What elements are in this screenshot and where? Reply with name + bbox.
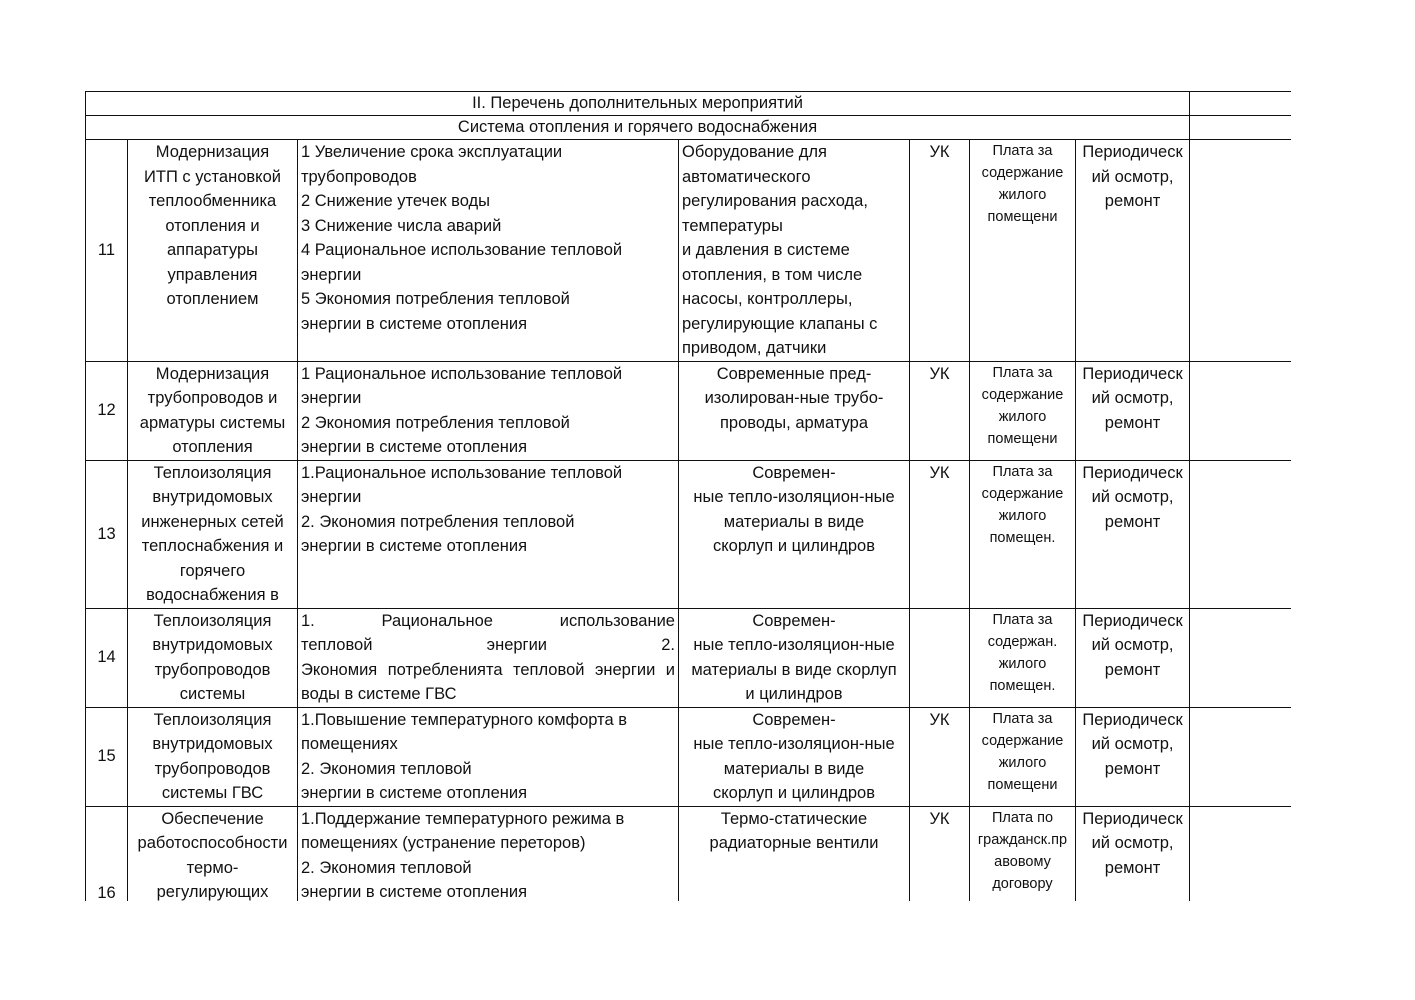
- cell-line: ремонт: [1104, 858, 1161, 877]
- cell-line: помещени: [987, 430, 1058, 447]
- cell-line: водоснабжения в: [146, 586, 279, 604]
- cell-line: авовому: [994, 853, 1051, 870]
- row-number: 12: [86, 361, 128, 460]
- expected-results: [298, 140, 679, 362]
- cell-line: договору: [992, 875, 1053, 892]
- cell-line: управления: [167, 265, 258, 284]
- funding-source: [970, 608, 1076, 707]
- cell-line: ремонт: [1104, 660, 1161, 679]
- cell-line: 4 Рациональное использование тепловой: [301, 241, 623, 259]
- cell-line: 1.Рациональное использование тепловой: [301, 463, 623, 482]
- cell-line: тепловой энергии 2.: [301, 636, 675, 654]
- cell-line: Периодическ: [1082, 611, 1183, 630]
- table-row: [86, 361, 1292, 460]
- cell-line: энергии в системе отопления: [301, 784, 528, 802]
- cell-line: помещениях: [301, 735, 398, 753]
- cell-line: регулирования расхода,: [682, 192, 868, 210]
- funding-source: [970, 707, 1076, 806]
- cell-line: регулирующие клапаны с: [682, 314, 878, 333]
- cell-line: содержание: [981, 386, 1064, 403]
- row-number: 16: [86, 806, 128, 901]
- cell-line: ий осмотр,: [1091, 735, 1174, 753]
- expected-results: [298, 608, 679, 707]
- cell-line: 1. Рациональное использование: [301, 611, 675, 630]
- cell-line: изолирован-ные трубо-: [704, 389, 884, 407]
- cell-line: помещениях (устранение переторов): [301, 834, 586, 852]
- table-row: [86, 707, 1292, 806]
- cell-line: горячего: [179, 561, 246, 580]
- funding-source: [970, 460, 1076, 608]
- measure-name: [128, 806, 298, 901]
- cell-line: Современ-: [752, 463, 836, 482]
- cell-line: скорлуп и цилиндров: [712, 784, 875, 802]
- cell-line: жилого: [998, 187, 1047, 203]
- equipment: [679, 707, 910, 806]
- cell-line: насосы, контроллеры,: [682, 290, 853, 308]
- cell-line: трубопроводов: [154, 660, 271, 679]
- cell-line: Плата за: [992, 463, 1053, 480]
- cell-line: Периодическ: [1082, 710, 1183, 729]
- cell-line: теплоснабжения и: [141, 537, 284, 555]
- cell-line: внутридомовых: [152, 488, 273, 506]
- cell-line: Теплоизоляция: [153, 611, 272, 630]
- cell-line: автоматического: [682, 167, 811, 186]
- cell-line: ИТП с установкой: [144, 167, 281, 186]
- cell-line: отопления: [172, 438, 253, 456]
- cell-line: и давления в системе: [682, 241, 850, 259]
- cell-line: работоспособности: [137, 834, 288, 852]
- section-title-row: [86, 92, 1292, 116]
- cell-line: Плата за: [992, 143, 1053, 159]
- measures-table: [85, 91, 1291, 901]
- cell-line: 3 Снижение числа аварий: [301, 216, 502, 235]
- cell-line: ий осмотр,: [1091, 636, 1174, 654]
- table-row: [86, 460, 1292, 608]
- cell-line: отопления и: [165, 216, 260, 235]
- cell-line: трубопроводов: [301, 167, 417, 186]
- cell-line: ий осмотр,: [1091, 389, 1174, 407]
- cell-line: 1 Увеличение срока эксплуатации: [301, 143, 563, 161]
- cell-line: 1 Рациональное использование тепловой: [301, 364, 623, 383]
- cell-line: Периодическ: [1082, 463, 1183, 482]
- responsible: УК: [910, 361, 970, 460]
- cell-line: термо-: [186, 858, 239, 877]
- cell-line: Обеспечение: [161, 809, 264, 828]
- row-number: 15: [86, 707, 128, 806]
- responsible: УК: [910, 707, 970, 806]
- measure-name: [128, 140, 298, 362]
- equipment: [679, 140, 910, 362]
- extra-cell: [1190, 460, 1291, 608]
- row-number: 11: [86, 140, 128, 362]
- expected-results: [298, 361, 679, 460]
- cell-line: ремонт: [1104, 512, 1161, 531]
- cell-line: скорлуп и цилиндров: [712, 537, 875, 555]
- cell-line: системы: [179, 685, 246, 703]
- measure-name: [128, 460, 298, 608]
- section-title-extra-cell: [1190, 92, 1291, 116]
- cell-line: содержание: [981, 165, 1064, 181]
- cell-line: Оборудование для: [682, 143, 827, 161]
- cell-line: Модернизация: [155, 364, 270, 383]
- equipment: [679, 361, 910, 460]
- row-number: 14: [86, 608, 128, 707]
- funding-source: [970, 806, 1076, 901]
- cell-line: энергии в системе отопления: [301, 537, 528, 555]
- work-type: [1076, 140, 1190, 362]
- cell-line: материалы в виде: [723, 759, 865, 778]
- work-type: [1076, 361, 1190, 460]
- cell-line: ремонт: [1104, 759, 1161, 778]
- cell-line: материалы в виде скорлуп: [691, 660, 897, 679]
- cell-line: содержан.: [987, 633, 1058, 650]
- subsection-title: Система отопления и горячего водоснабжения: [86, 116, 1190, 140]
- cell-line: арматуры системы: [139, 413, 286, 432]
- equipment: [679, 806, 910, 901]
- cell-line: приводом, датчики: [682, 339, 827, 357]
- funding-source: [970, 140, 1076, 362]
- cell-line: отопления, в том числе: [682, 265, 863, 284]
- cell-line: Экономия потребленията тепловой энергии и: [301, 660, 675, 679]
- extra-cell: [1190, 140, 1291, 362]
- cell-line: 1.Поддержание температурного режима в: [301, 809, 625, 828]
- cell-line: энергии в системе отопления: [301, 314, 528, 333]
- cell-line: ий осмотр,: [1091, 834, 1174, 852]
- work-type: [1076, 460, 1190, 608]
- work-type: [1076, 806, 1190, 901]
- cell-line: Плата за: [992, 364, 1053, 381]
- cell-line: помещени: [987, 776, 1058, 793]
- cell-line: Современные пред-: [716, 364, 872, 383]
- cell-line: 2. Экономия тепловой: [301, 759, 472, 778]
- cell-line: Плата за: [992, 611, 1053, 628]
- cell-line: энергии: [301, 389, 362, 407]
- cell-line: Термо-статические: [720, 809, 868, 828]
- cell-line: Теплоизоляция: [153, 463, 272, 482]
- cell-line: энергии в системе отопления: [301, 883, 528, 901]
- cell-line: проводы, арматура: [719, 413, 868, 432]
- work-type: [1076, 608, 1190, 707]
- table-row: [86, 608, 1292, 707]
- cell-line: жилого: [998, 408, 1047, 425]
- extra-cell: [1190, 707, 1291, 806]
- cell-line: трубопроводов: [154, 759, 271, 778]
- measure-name: [128, 707, 298, 806]
- equipment: [679, 608, 910, 707]
- cell-line: ий осмотр,: [1091, 488, 1174, 506]
- cell-line: отоплением: [166, 290, 259, 308]
- cell-line: Модернизация: [155, 143, 270, 161]
- cell-line: ремонт: [1104, 192, 1161, 210]
- cell-line: содержание: [981, 485, 1064, 502]
- measure-name: [128, 608, 298, 707]
- extra-cell: [1190, 806, 1291, 901]
- cell-line: ные тепло-изоляцион-ные: [693, 488, 895, 506]
- cell-line: Плата за: [992, 710, 1053, 727]
- cell-line: ные тепло-изоляцион-ные: [693, 735, 895, 753]
- cell-line: помещен.: [989, 677, 1056, 694]
- cell-line: Теплоизоляция: [153, 710, 272, 729]
- responsible: УК: [910, 140, 970, 362]
- cell-line: ремонт: [1104, 413, 1161, 432]
- cell-line: помещени: [987, 209, 1058, 225]
- cell-line: энергии в системе отопления: [301, 438, 528, 456]
- cell-line: 2 Экономия потребления тепловой: [301, 413, 570, 432]
- cell-line: инженерных сетей: [141, 512, 284, 531]
- subsection-title-extra-cell: [1190, 116, 1291, 140]
- cell-line: системы ГВС: [161, 784, 264, 802]
- cell-line: внутридомовых: [152, 735, 273, 753]
- expected-results: [298, 707, 679, 806]
- cell-line: помещен.: [989, 529, 1056, 546]
- cell-line: теплообменника: [148, 192, 277, 210]
- cell-line: содержание: [981, 732, 1064, 749]
- extra-cell: [1190, 361, 1291, 460]
- cell-line: жилого: [998, 655, 1047, 672]
- equipment: [679, 460, 910, 608]
- cell-line: Периодическ: [1082, 143, 1183, 161]
- cell-line: ные тепло-изоляцион-ные: [693, 636, 895, 654]
- cell-line: аппаратуры: [166, 241, 259, 259]
- cell-line: ий осмотр,: [1091, 167, 1174, 186]
- expected-results: [298, 460, 679, 608]
- measure-name: [128, 361, 298, 460]
- cell-line: 2. Экономия тепловой: [301, 858, 472, 877]
- cell-line: 1.Повышение температурного комфорта в: [301, 710, 627, 729]
- cell-line: Современ-: [752, 611, 836, 630]
- funding-source: [970, 361, 1076, 460]
- responsible: [910, 608, 970, 707]
- cell-line: температуры: [682, 216, 783, 235]
- cell-line: 5 Экономия потребления тепловой: [301, 290, 570, 308]
- table-row: [86, 140, 1292, 362]
- cell-line: энергии: [301, 265, 362, 284]
- cell-line: Периодическ: [1082, 809, 1183, 828]
- section-title: II. Перечень дополнительных мероприятий: [86, 92, 1190, 116]
- subsection-title-row: [86, 116, 1292, 140]
- cell-line: регулирующих: [156, 883, 269, 901]
- extra-cell: [1190, 608, 1291, 707]
- cell-line: и цилиндров: [745, 685, 843, 703]
- row-number: 13: [86, 460, 128, 608]
- responsible: УК: [910, 460, 970, 608]
- cell-line: энергии: [301, 488, 362, 506]
- cell-line: воды в системе ГВС: [301, 685, 457, 703]
- cell-line: Современ-: [752, 710, 836, 729]
- document-sheet: [85, 91, 1291, 901]
- responsible: УК: [910, 806, 970, 901]
- cell-line: Периодическ: [1082, 364, 1183, 383]
- cell-line: 2. Экономия потребления тепловой: [301, 512, 575, 531]
- cell-line: 2 Снижение утечек воды: [301, 192, 491, 210]
- cell-line: радиаторные вентили: [709, 834, 879, 852]
- cell-line: жилого: [998, 754, 1047, 771]
- table-row: [86, 806, 1292, 901]
- expected-results: [298, 806, 679, 901]
- cell-line: материалы в виде: [723, 512, 865, 531]
- cell-line: внутридомовых: [152, 636, 273, 654]
- cell-line: гражданск.пр: [977, 831, 1068, 848]
- cell-line: трубопроводов и: [147, 389, 278, 407]
- cell-line: Плата по: [991, 809, 1054, 826]
- work-type: [1076, 707, 1190, 806]
- cell-line: жилого: [998, 507, 1047, 524]
